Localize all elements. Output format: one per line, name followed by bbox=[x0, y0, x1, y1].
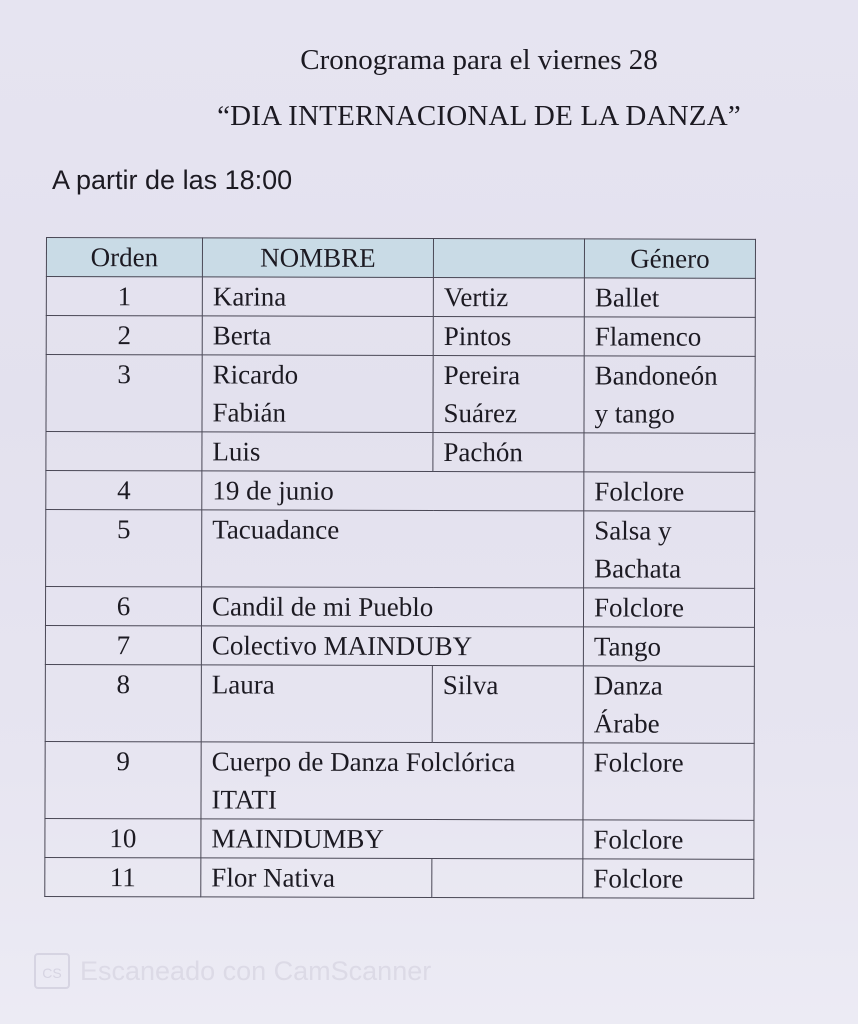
cell-nombre: MAINDUMBY bbox=[201, 819, 583, 859]
cell-genero: Tango bbox=[583, 627, 754, 666]
cell-nombre: 19 de junio bbox=[202, 471, 584, 511]
cell-apellido: Silva bbox=[432, 666, 583, 743]
title-line-2: “DIA INTERNACIONAL DE LA DANZA” bbox=[217, 100, 741, 132]
header-nombre: NOMBRE bbox=[202, 238, 433, 278]
table-row bbox=[45, 626, 754, 667]
cell-nombre-line-1: Ricardo bbox=[212, 359, 299, 390]
cell-orden: 8 bbox=[45, 664, 201, 741]
table-row bbox=[46, 355, 755, 434]
cell-genero: Flamenco bbox=[584, 317, 755, 356]
cell-orden: 9 bbox=[45, 741, 201, 818]
cell-nombre: Laura bbox=[201, 665, 432, 743]
table-row bbox=[45, 741, 754, 820]
cell-orden bbox=[46, 432, 202, 471]
schedule-table bbox=[44, 237, 756, 899]
cell-apellido: Pintos bbox=[433, 317, 584, 356]
cell-orden: 10 bbox=[45, 818, 201, 857]
camscanner-watermark bbox=[34, 953, 431, 989]
cell-genero-line-2: Bachata bbox=[594, 553, 682, 584]
cell-nombre bbox=[202, 355, 433, 433]
table-row bbox=[45, 818, 754, 859]
table-row bbox=[46, 510, 755, 589]
cell-orden: 4 bbox=[46, 471, 202, 510]
cell-nombre: Berta bbox=[202, 316, 433, 356]
table-row bbox=[46, 432, 755, 473]
cell-orden: 6 bbox=[45, 587, 201, 626]
cell-genero: Folclore bbox=[583, 820, 754, 859]
camscanner-logo-icon: CS bbox=[34, 953, 70, 989]
table-row bbox=[45, 857, 754, 898]
table-row bbox=[45, 587, 754, 628]
cell-orden: 5 bbox=[46, 510, 202, 587]
cell-orden: 7 bbox=[45, 626, 201, 665]
cell-nombre: Tacuadance bbox=[202, 510, 584, 588]
cell-genero bbox=[584, 433, 755, 472]
cell-genero-line-1: Danza bbox=[593, 670, 663, 701]
cell-nombre-line-2: ITATI bbox=[211, 784, 277, 815]
cell-genero: Folclore bbox=[584, 472, 755, 511]
title-line-1: Cronograma para el viernes 28 bbox=[300, 44, 658, 76]
cell-genero: Folclore bbox=[583, 588, 754, 627]
cell-genero-line-1: Bandoneón bbox=[594, 360, 718, 391]
cell-orden: 1 bbox=[46, 277, 202, 316]
cell-nombre: Karina bbox=[202, 277, 433, 317]
cell-nombre: Colectivo MAINDUBY bbox=[201, 626, 583, 666]
header-orden: Orden bbox=[46, 238, 202, 277]
table-row bbox=[46, 471, 755, 512]
table-row bbox=[46, 277, 755, 318]
cell-genero bbox=[584, 356, 755, 433]
cell-nombre-line-1: Cuerpo de Danza Folclórica bbox=[211, 746, 516, 778]
header-genero: Género bbox=[584, 239, 755, 278]
cell-genero: Folclore bbox=[583, 859, 754, 898]
table-row bbox=[45, 664, 754, 743]
header-apellido bbox=[433, 239, 584, 278]
cell-apellido bbox=[433, 356, 584, 433]
cell-nombre: Luis bbox=[202, 432, 433, 472]
table-header-row bbox=[46, 238, 755, 279]
cell-genero: Ballet bbox=[584, 278, 755, 317]
cell-genero-line-2: y tango bbox=[594, 398, 675, 429]
cell-apellido bbox=[432, 859, 583, 898]
watermark-text: Escaneado con CamScanner bbox=[80, 955, 432, 986]
cell-genero-line-1: Salsa y bbox=[594, 515, 672, 546]
cell-orden: 11 bbox=[45, 857, 201, 896]
cell-genero bbox=[583, 666, 754, 743]
cell-genero bbox=[584, 511, 755, 588]
cell-apellido: Vertiz bbox=[433, 278, 584, 317]
cell-apellido: Pachón bbox=[433, 433, 584, 472]
cell-nombre: Candil de mi Pueblo bbox=[201, 587, 583, 627]
cell-apellido-line-1: Pereira bbox=[443, 360, 521, 391]
cell-genero-line-2: Árabe bbox=[593, 708, 660, 739]
cell-nombre bbox=[201, 742, 583, 820]
cell-genero: Folclore bbox=[583, 743, 754, 820]
cell-nombre-line-2: Fabián bbox=[212, 397, 287, 428]
start-time: A partir de las 18:00 bbox=[52, 165, 293, 195]
cell-orden: 3 bbox=[46, 355, 202, 432]
cell-orden: 2 bbox=[46, 316, 202, 355]
cell-apellido-line-2: Suárez bbox=[443, 398, 518, 429]
cell-nombre: Flor Nativa bbox=[201, 858, 432, 898]
table-row bbox=[46, 316, 755, 357]
